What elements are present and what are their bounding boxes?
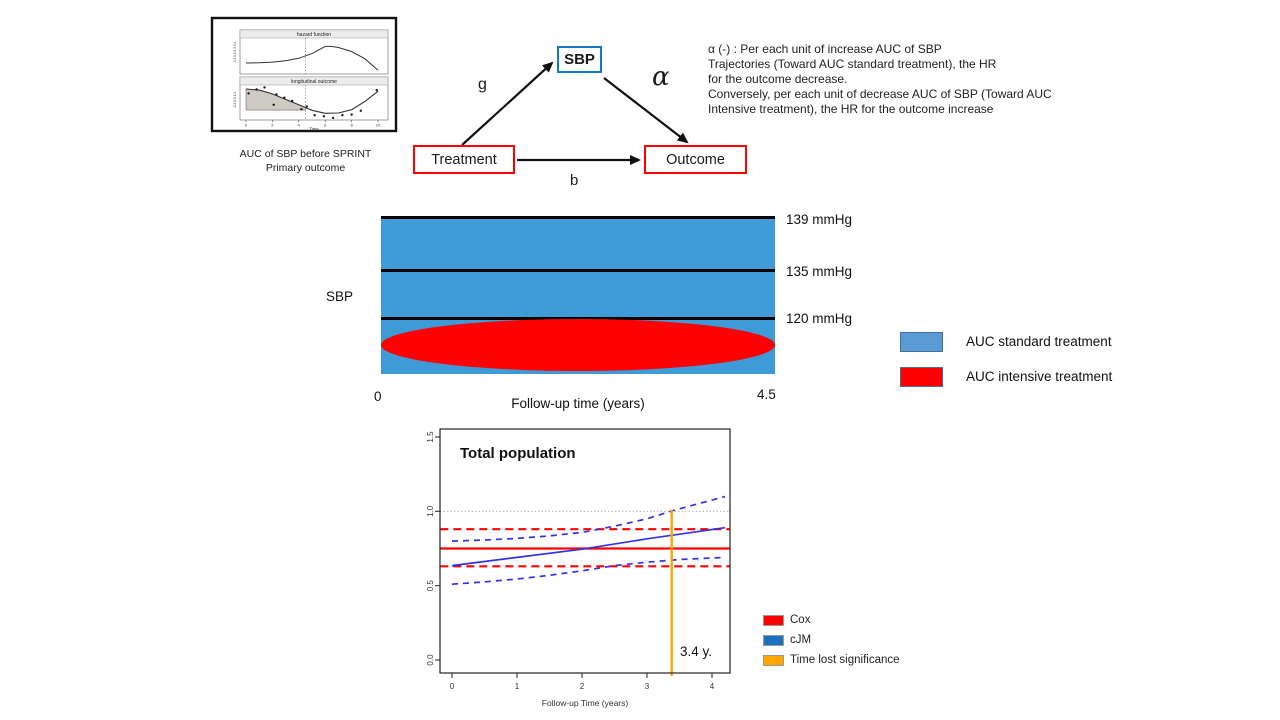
cjm-swatch	[763, 635, 784, 646]
jm-title: Total population	[460, 445, 576, 462]
svg-text:1.5: 1.5	[426, 431, 435, 443]
threshold-120: 120 mmHg	[786, 311, 853, 326]
band-x-max: 4.5	[757, 387, 776, 402]
jm-axis-ticks	[435, 437, 712, 678]
note-line: for the outcome decrease.	[708, 72, 848, 86]
timelost-swatch	[763, 655, 784, 666]
legend-label-standard: AUC standard treatment	[966, 334, 1112, 349]
outcome-node	[644, 145, 747, 174]
inset-figure	[209, 16, 401, 136]
outcome-node-label: Outcome	[666, 151, 725, 168]
svg-text:1: 1	[514, 682, 520, 691]
svg-text:3: 3	[644, 682, 650, 691]
svg-text:1.0: 1.0	[426, 505, 435, 517]
path-alpha-label: α	[652, 62, 670, 92]
svg-text:6: 6	[324, 122, 327, 128]
svg-text:0.0: 0.0	[426, 654, 435, 666]
legend-swatch-intensive	[900, 367, 943, 387]
arrow-sbp-to-outcome	[604, 78, 687, 142]
jm-annotation: 3.4 y.	[680, 644, 713, 659]
svg-text:0: 0	[449, 682, 455, 691]
svg-text:0.5: 0.5	[426, 580, 435, 592]
timelost-label: Time lost significance	[790, 654, 900, 666]
svg-text:10: 10	[375, 122, 381, 128]
cox-swatch	[763, 615, 784, 626]
hazard-strip-title: hazard function	[296, 32, 332, 38]
treatment-node	[413, 145, 515, 174]
svg-text:8: 8	[350, 122, 353, 128]
longitudinal-strip-title: longitudinal outcome	[291, 79, 337, 85]
note-line: α (-) : Per each unit of increase AUC of SBP	[708, 42, 942, 56]
inset-caption-line2: Primary outcome	[265, 162, 346, 174]
path-b-label: b	[570, 172, 579, 189]
cjm-label: cJM	[790, 634, 812, 646]
sbp-node	[557, 46, 602, 73]
sbp-node-label: SBP	[564, 51, 595, 68]
svg-text:4: 4	[709, 682, 715, 691]
line-139	[381, 216, 775, 219]
jm-x-axis-label: Follow-up Time (years)	[541, 698, 629, 708]
note-line: Intensive treatment), the HR for the outcome increase	[708, 102, 994, 116]
band-y-axis-label: SBP	[326, 289, 354, 304]
legend-swatch-standard	[900, 332, 943, 352]
jm-x-tick-labels	[450, 682, 715, 691]
inset-caption	[218, 147, 393, 175]
jm-legend-cox	[763, 614, 810, 626]
band-x-axis-label: Follow-up time (years)	[511, 396, 645, 411]
band-x-min: 0	[374, 389, 382, 404]
svg-text:0: 0	[244, 122, 248, 128]
jm-legend-timelost	[763, 654, 900, 666]
jm-plot	[405, 425, 750, 717]
inset-caption-line1: AUC of SBP before SPRINT	[239, 148, 372, 160]
line-135	[381, 269, 775, 272]
jm-y-tick-labels	[426, 431, 435, 666]
note-line: Trajectories (Toward AUC standard treatment), the HR	[708, 57, 997, 71]
threshold-135: 135 mmHg	[786, 264, 853, 279]
cox-label: Cox	[790, 614, 811, 626]
note-line: Conversely, per each unit of decrease AUC of SBP (Toward AUC	[708, 87, 1052, 101]
intensive-auc-ellipse	[381, 319, 775, 371]
legend-label-intensive: AUC intensive treatment	[966, 369, 1113, 384]
longitudinal-y-ticks: -0.5 0.5 1.5	[233, 91, 237, 109]
hazard-y-ticks: 0.1 0.2 0.3 0.4	[233, 41, 237, 63]
inset-x-label: Time	[309, 126, 319, 132]
treatment-node-label: Treatment	[431, 151, 497, 168]
svg-text:4: 4	[297, 122, 300, 128]
alpha-note	[708, 42, 1148, 117]
svg-text:2: 2	[271, 122, 274, 128]
svg-text:2: 2	[579, 682, 585, 691]
threshold-139: 139 mmHg	[786, 212, 853, 227]
jm-plot-box	[440, 429, 730, 673]
path-g-label: g	[478, 76, 487, 93]
arrow-treatment-to-sbp	[462, 63, 552, 145]
jm-legend-cjm	[763, 634, 811, 646]
